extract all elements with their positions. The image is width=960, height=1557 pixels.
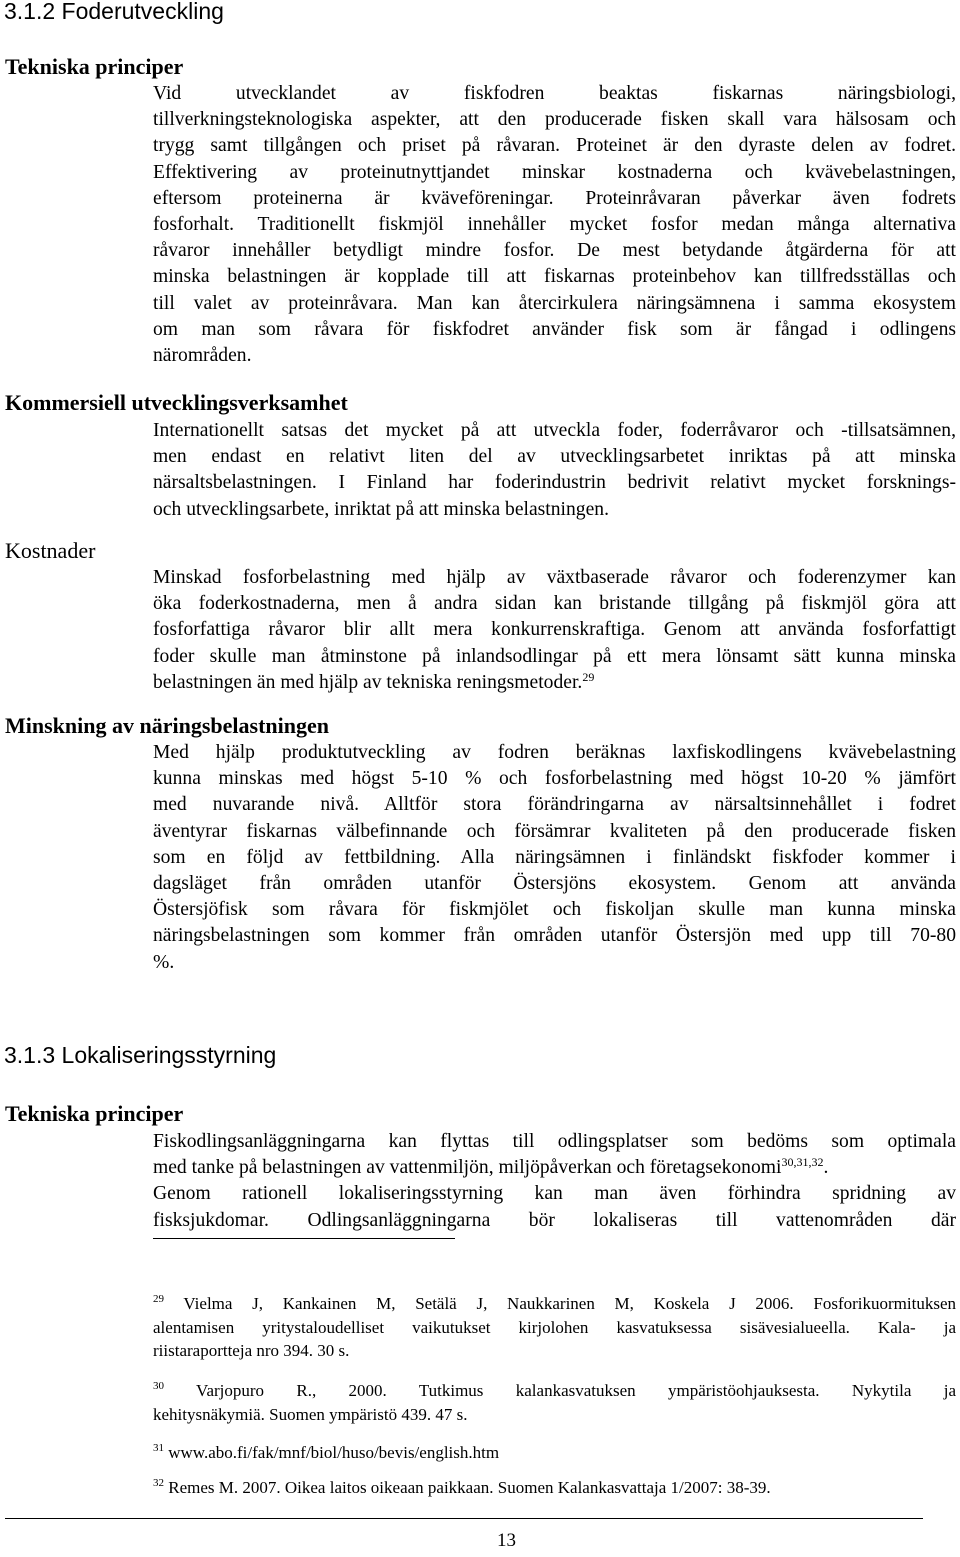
text-line: Vid utvecklandet av fiskfodren beaktas fiskarnas näringsbiologi, <box>153 83 956 104</box>
section-heading-lokaliseringsstyrning: 3.1.3 Lokaliseringsstyrning <box>4 1042 277 1068</box>
footnote-number: 31 <box>153 1442 164 1454</box>
text-line: fosforhalt. Traditionellt fiskmjöl innehåller mycket fosfor medan många alternativa <box>153 213 956 235</box>
footnote-31 <box>153 1441 956 1465</box>
footnote-line <box>153 1379 956 1403</box>
text-line: som en följd av fettbildning. Alla näringsämnen i finländskt fiskfoder kommer i <box>153 846 956 868</box>
subheading-tekniska-principer-2: Tekniska principer <box>5 1101 184 1126</box>
text-line: och utvecklingsarbete, inriktat på att minska belastningen. <box>153 498 609 520</box>
footnote-line <box>153 1441 956 1465</box>
page-number: 13 <box>497 1530 516 1551</box>
text-line: trygg samt tillgången och priset på råvaran. Proteinet är den dyraste delen av fodret. <box>153 135 956 157</box>
subheading-minskning: Minskning av näringsbelastningen <box>5 713 329 738</box>
text-line: Minskad fosforbelastning med hjälp av växtbaserade råvaror och foderenzymer kan <box>153 567 956 588</box>
paragraph-tekniska-principer <box>153 81 956 369</box>
subheading-tekniska-principer: Tekniska principer <box>5 54 184 79</box>
footnote-ref-29[interactable]: 29 <box>582 669 595 684</box>
text-line <box>153 670 956 696</box>
text-line: Effektivering av proteinutnyttjandet minskar kostnaderna och kvävebelastningen, <box>153 161 956 183</box>
footnote-line <box>153 1292 956 1316</box>
text-line: om man som råvara för fiskfodret använder fisk som är fångad i odlingens <box>153 318 956 340</box>
footnote-line: riistaraportteja nro 394. 30 s. <box>153 1341 350 1360</box>
text-line: öka foderkostnaderna, men å andra sidan kan bristande tillgång på fiskmjöl göra att <box>153 593 956 615</box>
footnote-separator <box>153 1238 455 1239</box>
text-line-content: med tanke på belastningen av vattenmiljön, miljöpåverkan och företagsekonomi <box>153 1157 782 1179</box>
text-line: Fiskodlingsanläggningarna kan flyttas till odlingsplatser som bedöms som optimala <box>153 1131 956 1152</box>
text-line: men endast en relativt liten del av utvecklingsarbetet inriktas på att minska <box>153 446 956 468</box>
subheading-kommersiell-utvecklingsverksamhet: Kommersiell utvecklingsverksamhet <box>5 390 348 415</box>
text-line: fosforfattiga råvaror blir allt mera konkurrenskraftiga. Genom att använda fosforfattigt <box>153 619 956 641</box>
text-line: foder skulle man åtminstone på inlandsodlingar på ett mera lönsamt sätt kunna minska <box>153 645 956 667</box>
text-line: dagsläget från områden utanför Östersjöns ekosystem. Genom att använda <box>153 872 956 894</box>
footnote-ref-30-31-32[interactable]: 30,31,32 <box>781 1155 824 1170</box>
footnote-text: Remes M. 2007. Oikea laitos oikeaan paikkaan. Suomen Kalankasvattaja 1/2007: 38-39. <box>168 1478 771 1497</box>
footnote-line: kehitysnäkymiä. Suomen ympäristö 439. 47 s. <box>153 1404 468 1424</box>
text-line: Östersjöfisk som råvara för fiskmjölet och fiskoljan skulle man kunna minska <box>153 899 956 921</box>
text-line: Med hjälp produktutveckling av fodren beräknas laxfiskodlingens kvävebelastning <box>153 742 956 763</box>
text-line: råvaror innehåller betydligt mindre fosfor. De mest betydande åtgärderna för att <box>153 240 956 262</box>
text-line: näringsbelastningen som kommer från områden utanför Östersjön med upp till 70-80 <box>153 925 956 947</box>
footnote-32 <box>153 1476 956 1500</box>
footnote-link[interactable]: www.abo.fi/fak/mnf/biol/huso/bevis/english.htm <box>168 1443 500 1462</box>
text-line: %. <box>153 951 175 973</box>
text-line: närområden. <box>153 344 252 366</box>
footnote-number: 30 <box>153 1380 164 1392</box>
text-line: tillverkningsteknologiska aspekter, att den producerade fisken skall vara hälsosam och <box>153 109 956 131</box>
text-line: kunna minskas med högst 5-10 % och fosforbelastning med högst 10-20 % jämfört <box>153 768 956 790</box>
text-line: Internationellt satsas det mycket på att utveckla foder, foderråvaror och -tillsatsämnen, <box>153 420 956 441</box>
text-line: fisksjukdomar. Odlingsanläggningarna bör lokaliseras till vattenområden där <box>153 1209 956 1231</box>
text-line: minska belastningen är kopplade till att fiskarnas proteinbehov kan tillfredsställas och <box>153 266 956 288</box>
text-line <box>153 1155 956 1181</box>
footnote-line: alentamisen yritystaloudelliset vaikutukset kirjolohen kasvatuksessa sisävesialueella. Kala- ja <box>153 1317 956 1337</box>
paragraph-kostnader <box>153 565 956 696</box>
subheading-kostnader: Kostnader <box>5 538 96 563</box>
text-line: Genom rationell lokaliseringsstyrning kan man även förhindra spridning av <box>153 1183 956 1205</box>
section-heading-foderutveckling: 3.1.2 Foderutveckling <box>4 0 224 24</box>
footnote-30 <box>153 1379 956 1426</box>
page-footer-rule <box>5 1518 923 1519</box>
paragraph-lokalisering <box>153 1129 956 1234</box>
text-line: äventyrar fiskarnas välbefinnande och försämrar kvaliteten på den producerade fisken <box>153 820 956 842</box>
footnote-text: Vielma J, Kankainen M, Setälä J, Naukkarinen M, Koskela J 2006. Fosforikuormituksen <box>183 1294 956 1313</box>
text-line: eftersom proteinerna är kväveföreningar. Proteinråvaran påverkar även fodrets <box>153 187 956 209</box>
period: . <box>823 1157 829 1179</box>
paragraph-kommersiell <box>153 418 956 523</box>
text-line-content: belastningen än med hjälp av tekniska reningsmetoder. <box>153 671 583 693</box>
text-line: med nuvarande nivå. Alltför stora förändringarna av närsaltsinnehållet i fodret <box>153 794 956 816</box>
footnote-line <box>153 1476 956 1500</box>
text-line: till valet av proteinråvara. Man kan återcirkulera näringsämnena i samma ekosystem <box>153 292 956 314</box>
paragraph-minskning <box>153 740 956 976</box>
footnote-number: 32 <box>153 1477 164 1489</box>
footnote-number: 29 <box>153 1293 164 1305</box>
footnote-text: Varjopuro R., 2000. Tutkimus kalankasvatuksen ympäristöohjauksesta. Nykytila ja <box>196 1381 956 1400</box>
footnote-29 <box>153 1292 956 1363</box>
text-line: närsaltsbelastningen. I Finland har foderindustrin bedrivit relativt mycket forsknings- <box>153 472 956 494</box>
